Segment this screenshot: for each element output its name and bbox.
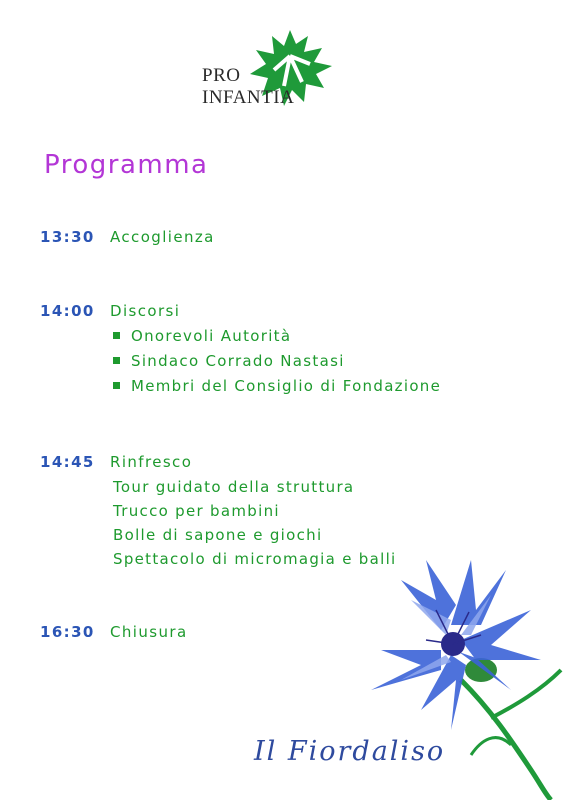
list-item: Tour guidato della struttura [113, 478, 355, 496]
schedule-label: Discorsi [110, 302, 181, 320]
list-item: Bolle di sapone e giochi [113, 526, 323, 544]
logo-text-infantia: INFANTIA [202, 87, 295, 108]
schedule-row [40, 623, 188, 641]
schedule-time: 16:30 [40, 623, 95, 641]
schedule-label: Chiusura [110, 623, 188, 641]
schedule-label: Accoglienza [110, 228, 215, 246]
list-item: Membri del Consiglio di Fondazione [113, 377, 441, 395]
pro-infantia-logo [196, 26, 346, 116]
schedule-time: 14:45 [40, 453, 95, 471]
schedule-time: 13:30 [40, 228, 95, 246]
list-item: Onorevoli Autorità [113, 327, 291, 345]
list-item: Sindaco Corrado Nastasi [113, 352, 345, 370]
schedule-row [40, 228, 215, 246]
schedule-row [40, 302, 180, 320]
list-item: Spettacolo di micromagia e balli [113, 550, 397, 568]
schedule-time: 14:00 [40, 302, 95, 320]
schedule-label: Rinfresco [110, 453, 193, 471]
logo-text-pro: PRO [202, 65, 241, 86]
list-item: Trucco per bambini [113, 502, 280, 520]
schedule-row [40, 453, 192, 471]
signature-text: Il Fiordaliso [254, 736, 446, 767]
page-title: Programma [44, 150, 209, 180]
